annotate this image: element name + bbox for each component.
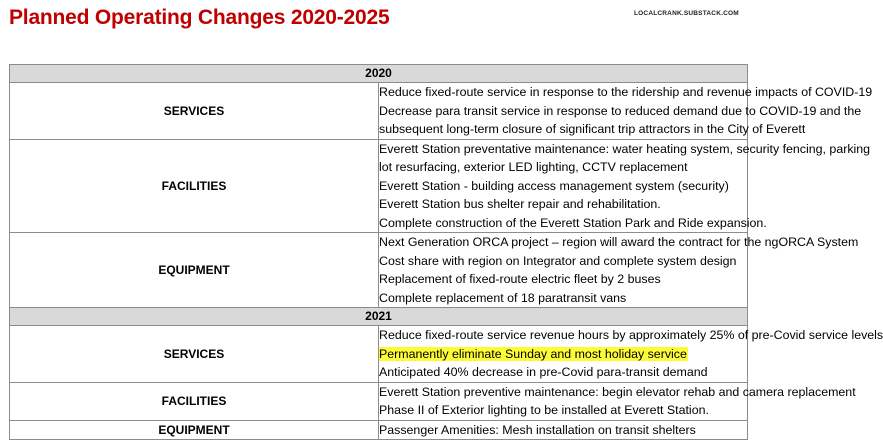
- year-row-2020: [10, 65, 748, 83]
- source-watermark: LOCALCRANK.SUBSTACK.COM: [634, 10, 739, 17]
- items-cell: [379, 139, 871, 233]
- item-text: Everett Station preventative maintenance: water heating system, security fencing, parking: [379, 141, 871, 156]
- item-text: lot resurfacing, exterior LED lighting, CCTV replacement: [379, 160, 688, 174]
- table-row: [10, 233, 748, 308]
- category-label: SERVICES: [10, 326, 379, 383]
- items-cell: [379, 420, 748, 440]
- items-cell: [379, 326, 883, 383]
- item-text: Passenger Amenities: Mesh installation on transit shelters: [379, 422, 696, 437]
- item-text: Everett Station bus shelter repair and rehabilitation.: [379, 197, 661, 211]
- table-row: [10, 382, 748, 420]
- year-label: 2020: [10, 65, 748, 83]
- table-row: [10, 420, 748, 440]
- table-row: [10, 139, 748, 233]
- highlighted-item: [379, 345, 747, 364]
- item-text: Complete construction of the Everett Station Park and Ride expansion.: [379, 215, 767, 230]
- items-cell: [379, 233, 859, 308]
- category-label: FACILITIES: [10, 139, 379, 233]
- item-text: Cost share with region on Integrator and complete system design: [379, 253, 737, 268]
- table-row: [10, 326, 748, 383]
- item-text: Reduce fixed-route service revenue hours by approximately 25% of pre-Covid service levels: [379, 328, 883, 342]
- year-row-2021: [10, 308, 748, 326]
- year-label: 2021: [10, 308, 748, 326]
- page-title: Planned Operating Changes 2020-2025: [9, 6, 390, 29]
- category-label: FACILITIES: [10, 382, 379, 420]
- item-text: Phase II of Exterior lighting to be installed at Everett Station.: [379, 403, 709, 417]
- table-row: [10, 83, 748, 140]
- item-text: Everett Station - building access management system (security): [379, 178, 729, 193]
- item-text: Replacement of fixed-route electric fleet by 2 buses: [379, 272, 661, 286]
- item-text: Anticipated 40% decrease in pre-Covid para-transit demand: [379, 365, 708, 379]
- highlighted-item-text: Permanently eliminate Sunday and most holiday service: [379, 346, 687, 361]
- item-text: Next Generation ORCA project – region will award the contract for the ngORCA System: [379, 235, 859, 249]
- category-label: SERVICES: [10, 83, 379, 140]
- category-label: EQUIPMENT: [10, 420, 379, 440]
- item-text: Everett Station preventive maintenance: begin elevator rehab and camera replacement: [379, 384, 856, 399]
- operating-changes-table: [9, 64, 883, 440]
- category-label: EQUIPMENT: [10, 233, 379, 308]
- items-cell: [379, 83, 873, 140]
- item-text: Complete replacement of 18 paratransit vans: [379, 290, 627, 305]
- item-text: Reduce fixed-route service in response to the ridership and revenue impacts of COVID-19: [379, 85, 873, 99]
- item-text: Decrease para transit service in response to reduced demand due to COVID-19 and the: [379, 103, 862, 118]
- item-text: subsequent long-term closure of significant trip attractors in the City of Everett: [379, 122, 806, 136]
- items-cell: [379, 382, 856, 420]
